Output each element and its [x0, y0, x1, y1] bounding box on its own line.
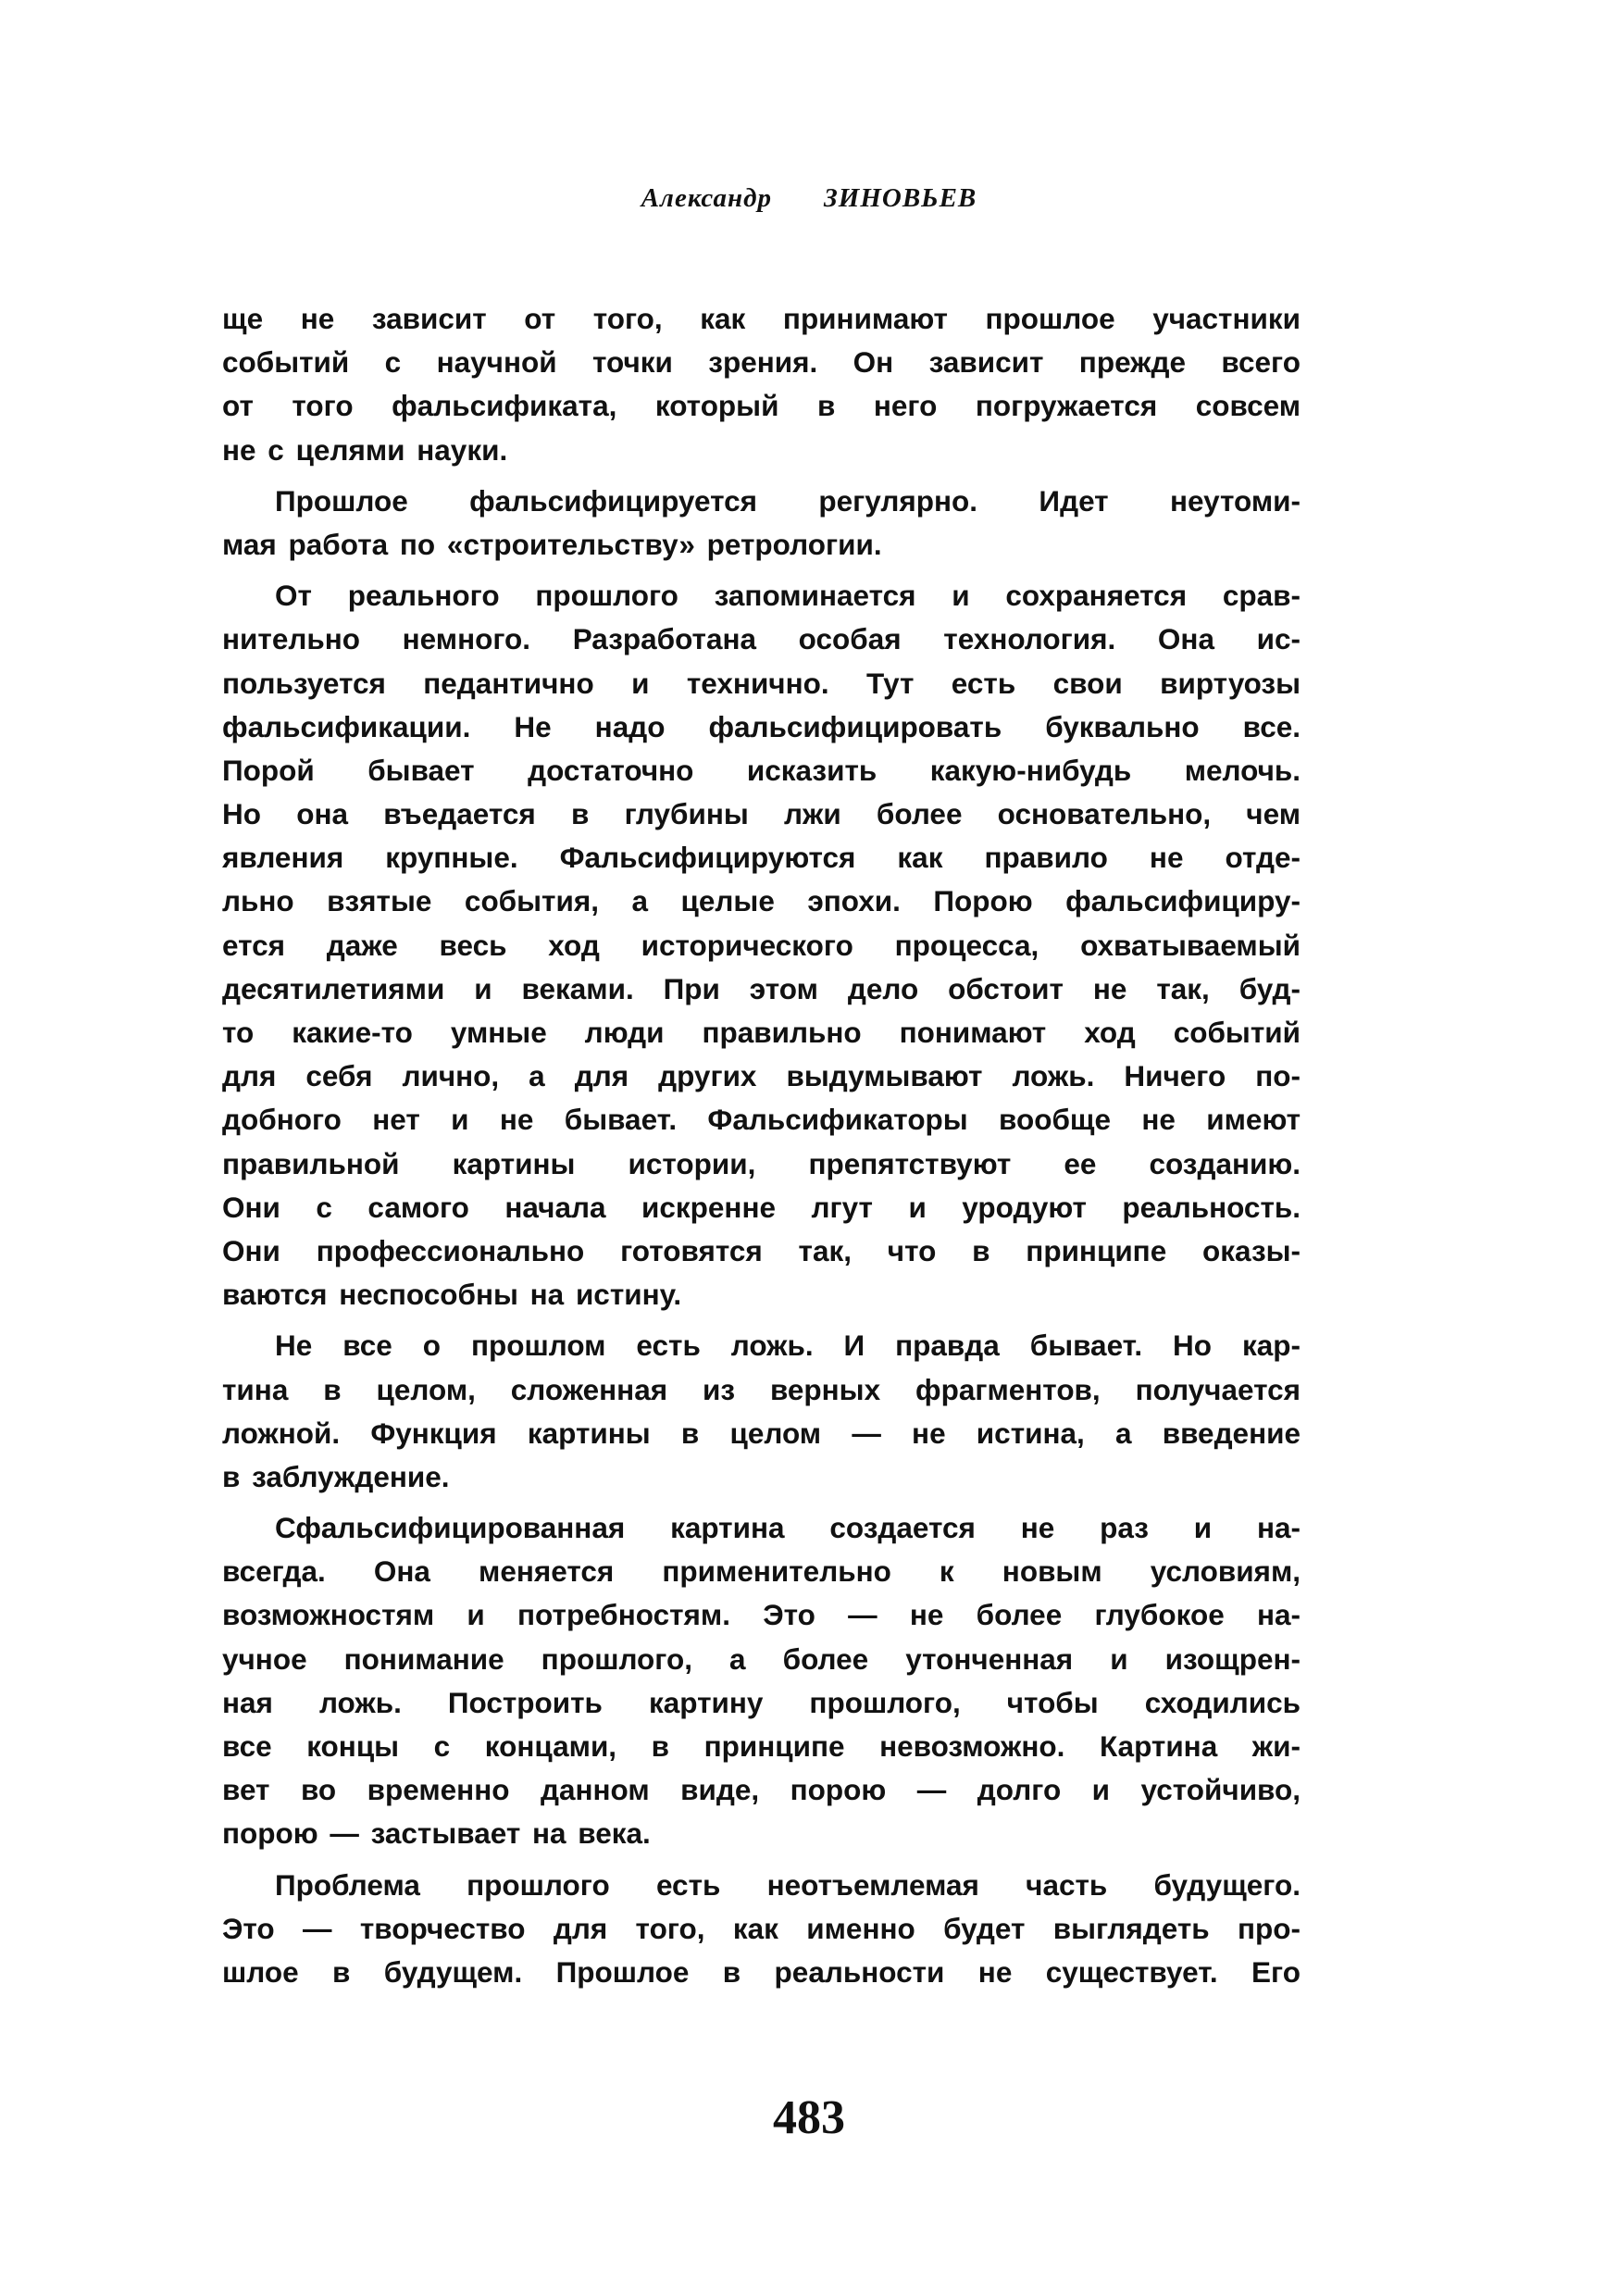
text-line: десятилетиями и веками. При этом дело обстоит не так, буд- — [222, 971, 1301, 1005]
text-line: правильной картины истории, препятствуют ее созданию. — [222, 1146, 1301, 1180]
text-line: ваются неспособны на истину. — [222, 1278, 682, 1312]
paragraph-4 — [222, 1324, 1301, 1499]
text-line: добного нет и не бывает. Фальсификаторы вообще не имеют — [222, 1103, 1301, 1137]
text-line: вет во временно данном виде, порою — долго и устойчиво, — [222, 1773, 1301, 1807]
paragraph-6 — [222, 1864, 1301, 1995]
text-line: Не все о прошлом есть ложь. И правда бывает. Но кар- — [275, 1329, 1301, 1363]
text-line: ще не зависит от того, как принимают прошлое участники — [222, 302, 1301, 335]
text-line: Сфальсифицированная картина создается не раз и на- — [275, 1511, 1301, 1545]
text-line: для себя лично, а для других выдумывают ложь. Ничего по- — [222, 1059, 1301, 1093]
text-line: льно взятые события, а целые эпохи. Порою фальсифициру- — [222, 884, 1301, 918]
text-line: Они профессионально готовятся так, что в принципе оказы- — [222, 1233, 1301, 1267]
paragraph-2 — [222, 480, 1301, 567]
text-line: от того фальсификата, который в него погружается совсем — [222, 389, 1301, 423]
text-line: учное понимание прошлого, а более утонченная и изощрен- — [222, 1641, 1301, 1676]
text-line: не с целями науки. — [222, 432, 508, 467]
text-line: ложной. Функция картины в целом — не истина, а введение — [222, 1416, 1301, 1450]
text-line: пользуется педантично и технично. Тут есть свои виртуозы — [222, 666, 1301, 700]
text-line: От реального прошлого запоминается и сохраняется срав- — [275, 579, 1301, 613]
page-number: 483 — [773, 2091, 845, 2144]
text-line: тина в целом, сложенная из верных фрагментов, получается — [222, 1372, 1301, 1406]
author-last-name: ЗИНОВЬЕВ — [824, 183, 977, 213]
paragraph-3 — [222, 574, 1301, 1316]
text-line: событий с научной точки зрения. Он зависит прежде всего — [222, 345, 1301, 380]
paragraph-5 — [222, 1506, 1301, 1856]
text-line: мая работа по «строительству» ретрологии. — [222, 527, 882, 561]
running-header — [0, 183, 1618, 214]
text-line: Но она въедается в глубины лжи более основательно, чем — [222, 797, 1301, 831]
text-line: в заблуждение. — [222, 1459, 450, 1493]
text-line: порою — застывает на века. — [222, 1816, 651, 1851]
paragraph-1 — [222, 297, 1301, 472]
text-line: Это — творчество для того, как именно будет выглядеть про- — [222, 1911, 1301, 1945]
text-line: нительно немного. Разработана особая технология. Она ис- — [222, 622, 1301, 656]
text-line: возможностям и потребностям. Это — не более глубокое на- — [222, 1598, 1301, 1632]
text-line: всегда. Она меняется применительно к новым условиям, — [222, 1554, 1301, 1589]
text-line: Они с самого начала искренне лгут и уродуют реальность. — [222, 1190, 1301, 1224]
text-line: Проблема прошлого есть неотъемлемая часть будущего. — [275, 1867, 1301, 1902]
text-line: то какие-то умные люди правильно понимают ход событий — [222, 1016, 1301, 1049]
text-line: шлое в будущем. Прошлое в реальности не существует. Его — [222, 1954, 1301, 1989]
text-line: ется даже весь ход исторического процесса, охватываемый — [222, 928, 1301, 962]
text-line: все концы с концами, в принципе невозможно. Картина жи- — [222, 1729, 1301, 1763]
text-line: ная ложь. Построить картину прошлого, чтобы сходились — [222, 1685, 1301, 1719]
body-text — [222, 297, 1301, 1994]
text-line: Порой бывает достаточно исказить какую-нибудь мелочь. — [222, 753, 1301, 787]
text-line: явления крупные. Фальсифицируются как правило не отде- — [222, 841, 1301, 875]
author-first-name: Александр — [641, 183, 773, 213]
text-line: Прошлое фальсифицируется регулярно. Идет неутоми- — [275, 483, 1301, 518]
text-line: фальсификации. Не надо фальсифицировать буквально все. — [222, 709, 1301, 743]
